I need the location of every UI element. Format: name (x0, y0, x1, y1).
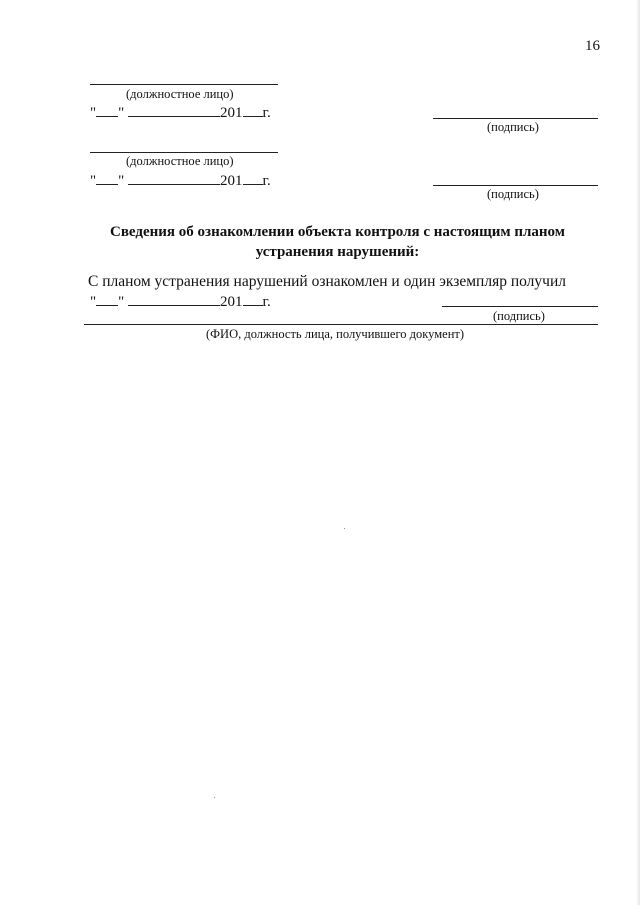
date-line: " " 201 г. (90, 102, 271, 122)
signature-line (433, 185, 598, 186)
year-blank (243, 102, 263, 117)
year-prefix: 201 (220, 173, 243, 189)
page-number: 16 (585, 38, 600, 54)
year-suffix: г. (262, 105, 271, 121)
signature-label: (подпись) (493, 309, 545, 323)
official-name-line (90, 152, 278, 153)
year-suffix: г. (262, 173, 271, 189)
official-position-label: (должностное лицо) (126, 154, 234, 168)
year-blank (243, 170, 263, 185)
year-blank (243, 291, 263, 306)
date-line: " " 201 г. (90, 291, 271, 311)
year-suffix: г. (262, 294, 271, 310)
month-blank (128, 102, 220, 117)
signature-line (433, 118, 598, 119)
signature-label: (подпись) (487, 120, 539, 134)
signature-label: (подпись) (487, 187, 539, 201)
acknowledgement-heading: Сведения об ознакомлении объекта контроля с настоящим планом устранения нарушений: (110, 224, 565, 260)
day-blank (96, 170, 118, 185)
scan-speck (214, 797, 215, 798)
day-blank (96, 291, 118, 306)
acknowledgement-statement: С планом устранения нарушений ознакомлен и один экземпляр получил (88, 273, 566, 290)
year-prefix: 201 (220, 105, 243, 121)
recipient-name-line (84, 324, 598, 325)
month-blank (128, 291, 220, 306)
recipient-name-label: (ФИО, должность лица, получившего документ) (206, 327, 465, 341)
page-edge-shadow (636, 0, 640, 905)
date-line: " " 201 г. (90, 170, 271, 190)
month-blank (128, 170, 220, 185)
scan-speck (344, 528, 345, 529)
signature-line (442, 306, 598, 307)
year-prefix: 201 (220, 294, 243, 310)
official-name-line (90, 84, 278, 85)
official-position-label: (должностное лицо) (126, 87, 234, 101)
day-blank (96, 102, 118, 117)
